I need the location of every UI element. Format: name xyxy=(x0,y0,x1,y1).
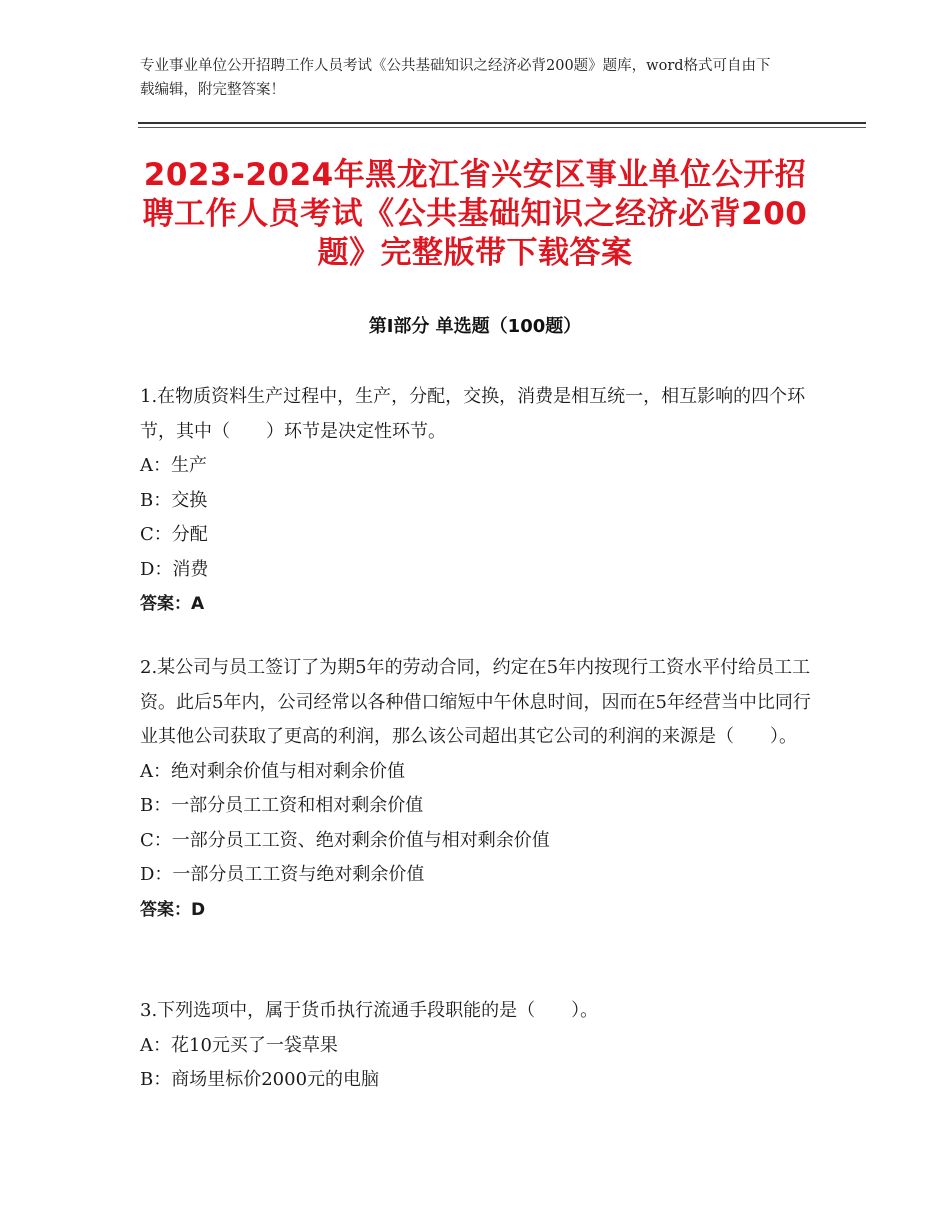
option-a: A：生产 xyxy=(140,455,207,476)
question-stem: 2.某公司与员工签订了为期5年的劳动合同，约定在5年内按现行工资水平付给员工工资。此后5年内，公司经常以各种借口缩短中午休息时间，因而在5年经营当中比同行业其他公司获取了更高的利润，那么该公司超出其它公司的利润的来源是（ ）。 xyxy=(140,657,811,747)
option-b: B：交换 xyxy=(140,489,208,511)
option-c: C：分配 xyxy=(140,524,208,545)
header-note: 专业事业单位公开招聘工作人员考试《公共基础知识之经济必背200题》题库，word格式可自由下载编辑，附完整答案！ xyxy=(140,58,771,98)
question-3 xyxy=(140,994,812,1098)
option-b: B：商场里标价2000元的电脑 xyxy=(140,1069,380,1090)
option-a: A：绝对剩余价值与相对剩余价值 xyxy=(140,760,405,782)
question-2 xyxy=(140,651,812,927)
header-rule-thin xyxy=(138,127,866,128)
header-rule-thick xyxy=(138,122,866,124)
option-d: D：一部分员工工资与绝对剩余价值 xyxy=(140,864,425,885)
option-c: C：一部分员工工资、绝对剩余价值与相对剩余价值 xyxy=(140,829,550,851)
section-heading: 第Ⅰ部分 单选题（100题） xyxy=(368,316,582,337)
option-b: B：一部分员工工资和相对剩余价值 xyxy=(140,795,424,816)
option-d: D：消费 xyxy=(140,558,209,580)
answer-line: 答案：D xyxy=(140,899,206,920)
question-1 xyxy=(140,380,812,622)
answer-line: 答案：A xyxy=(140,594,205,614)
question-stem: 3.下列选项中，属于货币执行流通手段职能的是（ ）。 xyxy=(140,1000,599,1021)
option-a: A：花10元买了一袋草果 xyxy=(140,1034,338,1056)
question-stem: 1.在物质资料生产过程中，生产，分配，交换，消费是相互统一，相互影响的四个环节，其中（ ）环节是决定性环节。 xyxy=(140,386,806,442)
document-title: 2023-2024年黑龙江省兴安区事业单位公开招聘工作人员考试《公共基础知识之经济必背200题》完整版带下载答案 xyxy=(142,157,808,271)
